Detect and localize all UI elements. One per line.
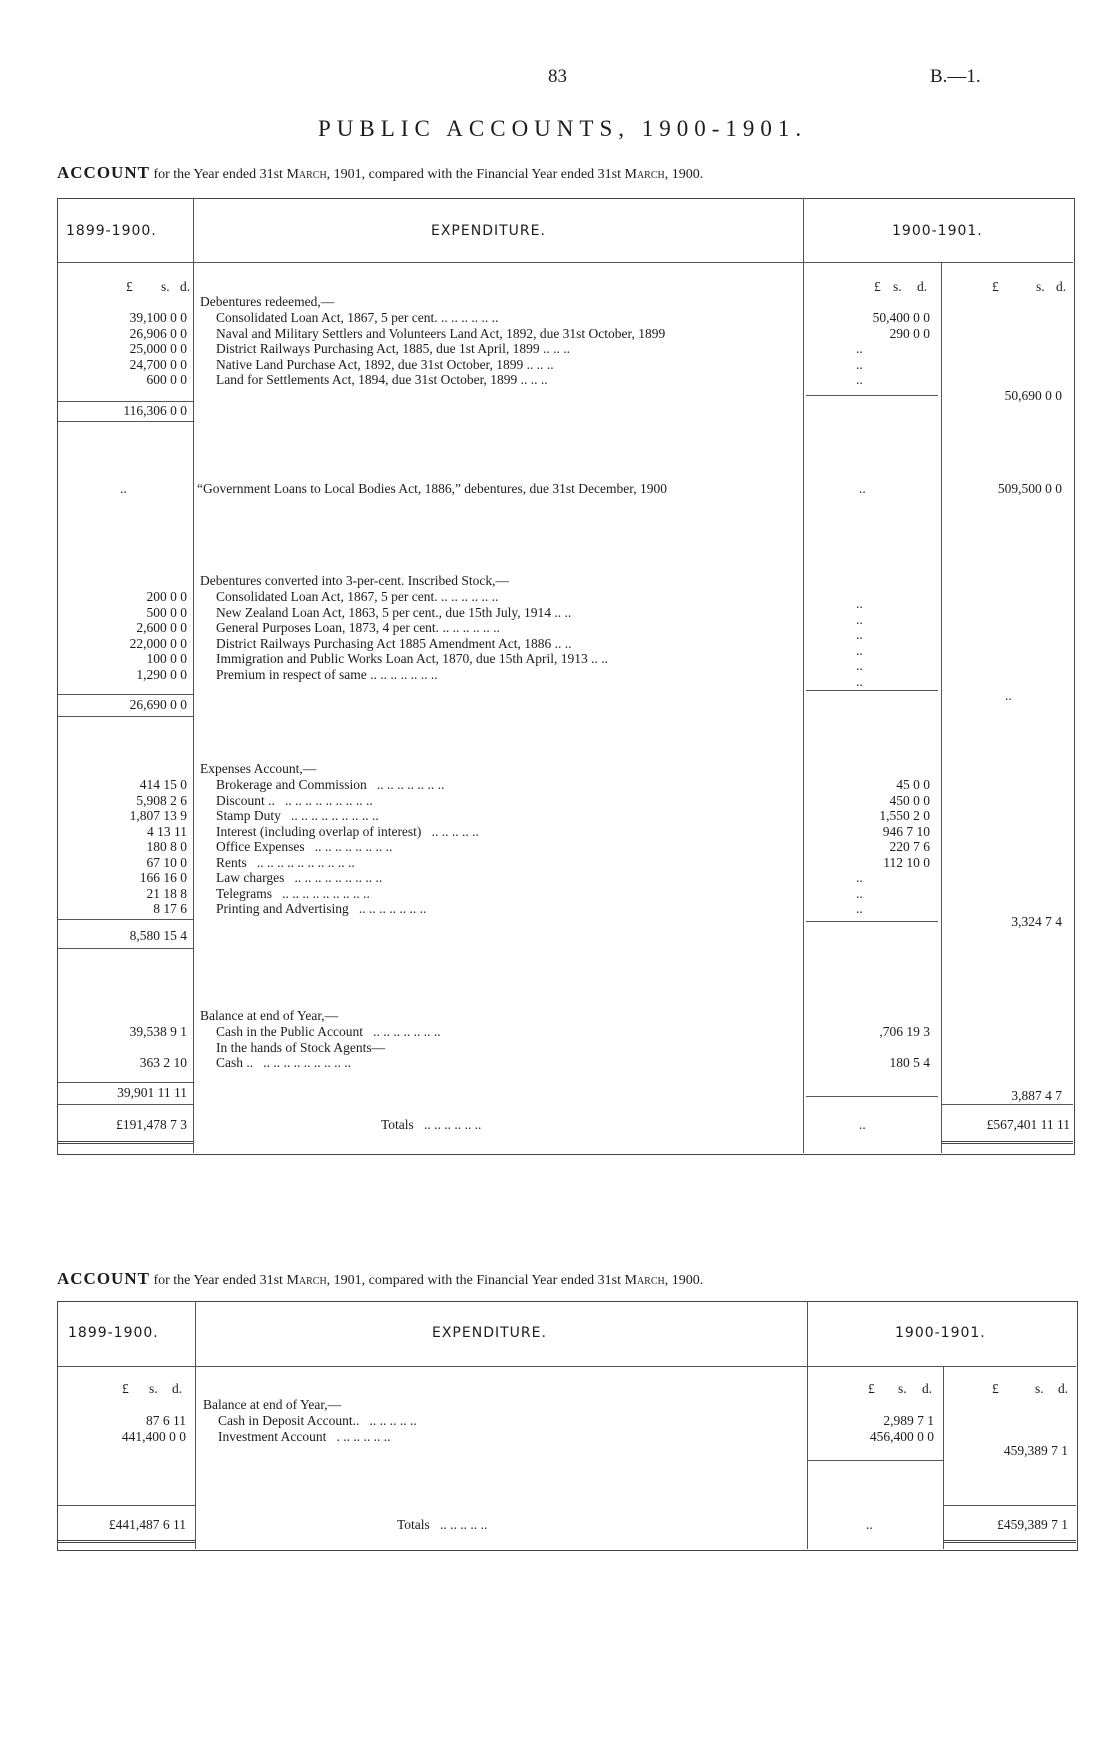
section2-curr: ..	[859, 481, 866, 496]
table-cell: 2,600 0 0	[136, 620, 187, 635]
unit-pound: £	[868, 1381, 875, 1396]
table-cell: 363 2 10	[139, 1055, 187, 1070]
table-cell: ..	[856, 885, 863, 901]
section2-prev: ..	[120, 481, 127, 496]
unit-pound: £	[992, 279, 999, 294]
table-row-label: Premium in respect of same .. .. .. .. .. .. ..	[216, 666, 438, 682]
table-cell: 180 5 4	[889, 1055, 930, 1070]
section5-prev-col	[60, 1024, 187, 1071]
table-cell: 26,906 0 0	[129, 325, 187, 341]
section2-curr-total: 509,500 0 0	[997, 481, 1062, 496]
page-number: 83	[548, 66, 567, 87]
table-cell: 2,989 7 1	[883, 1413, 934, 1428]
table-row-label: New Zealand Loan Act, 1863, 5 per cent., due 15th July, 1914 .. ..	[216, 604, 572, 620]
section4-prev-total: 8,580 15 4	[129, 928, 187, 943]
section3-prev-total: 26,690 0 0	[129, 697, 187, 712]
section2-label: “Government Loans to Local Bodies Act, 1886,” debentures, due 31st December, 1900	[197, 481, 667, 496]
table-cell: 5,908 2 6	[136, 792, 187, 808]
section3-curr-total: ..	[1005, 688, 1012, 703]
table2-curr-grand-total: £459,389 7 1	[997, 1517, 1068, 1532]
table-row-label: Investment Account . .. .. .. .. ..	[218, 1428, 391, 1444]
table-cell: ,706 19 3	[879, 1024, 930, 1039]
table2-curr-sub-total: ..	[866, 1517, 873, 1532]
table-row-label: Immigration and Public Works Loan Act, 1870, due 15th April, 1913 .. ..	[216, 651, 609, 666]
table-row-label: Consolidated Loan Act, 1867, 5 per cent. .. .. .. .. .. ..	[216, 310, 499, 325]
table-cell: 24,700 0 0	[129, 356, 187, 372]
table-row-label: Rents .. .. .. .. .. .. .. .. .. ..	[216, 854, 355, 870]
table1-caption: ACCOUNT for the Year ended 31st March, 1901, compared with the Financial Year ended 31st March, 1900.	[57, 163, 704, 182]
table-cell: 220 7 6	[889, 839, 930, 854]
table-cell: 500 0 0	[146, 604, 187, 620]
table-row-label: Native Land Purchase Act, 1892, due 31st October, 1899 .. .. ..	[216, 356, 554, 372]
section1-curr-col	[806, 310, 930, 388]
table2-labels	[218, 1413, 803, 1444]
unit-shilling: s.	[898, 1381, 907, 1396]
table-cell: 166 16 0	[139, 870, 187, 885]
table-cell: 1,290 0 0	[136, 666, 187, 682]
table-row-label: In the hands of Stock Agents—	[216, 1039, 386, 1055]
section3-curr-col	[856, 596, 896, 689]
section-heading: Debentures redeemed,—	[200, 294, 335, 309]
section4-curr-col	[806, 777, 930, 917]
table2-head-prev: 1899-1900.	[68, 1325, 159, 1341]
table-cell: 8 17 6	[153, 901, 187, 916]
table-row-label: Office Expenses .. .. .. .. .. .. .. ..	[216, 839, 393, 854]
table-cell: 25,000 0 0	[129, 341, 187, 356]
table1-head-prev: 1899-1900.	[66, 223, 157, 239]
table2-curr-total: 459,389 7 1	[1003, 1443, 1068, 1458]
table1-curr-grand-total: £567,401 11 11	[986, 1117, 1070, 1132]
table-cell: 290 0 0	[889, 325, 930, 341]
table-row-label: Land for Settlements Act, 1894, due 31st October, 1899 .. .. ..	[216, 372, 548, 387]
table-cell: ..	[856, 673, 863, 689]
table-cell: ..	[856, 611, 863, 627]
table1-head-curr: 1900-1901.	[892, 223, 983, 239]
table-cell: 600 0 0	[146, 372, 187, 387]
table-cell: 4 13 11	[147, 823, 187, 839]
table1-head-expenditure: EXPENDITURE.	[431, 223, 546, 239]
unit-pence: d.	[172, 1381, 183, 1396]
table-cell: 450 0 0	[889, 792, 930, 808]
table-cell: 200 0 0	[146, 589, 187, 604]
page-title: PUBLIC ACCOUNTS, 1900-1901.	[318, 116, 808, 141]
unit-pound: £	[874, 279, 881, 294]
section1-prev-total: 116,306 0 0	[123, 403, 187, 418]
unit-pound: £	[122, 1381, 129, 1396]
table-cell: 39,538 9 1	[129, 1024, 187, 1039]
table-row-label: Telegrams .. .. .. .. .. .. .. .. ..	[216, 885, 370, 901]
table-cell: ..	[856, 356, 863, 372]
table-row-label: District Railways Purchasing Act, 1885, due 1st April, 1899 .. .. ..	[216, 341, 570, 356]
unit-pence: d.	[917, 279, 928, 294]
table-cell: 1,550 2 0	[879, 808, 930, 823]
unit-pound: £	[126, 279, 133, 294]
section4-curr-total: 3,324 7 4	[1011, 914, 1062, 929]
page-reference: B.—1.	[930, 66, 981, 87]
table-cell: 67 10 0	[146, 854, 187, 870]
table-cell: 414 15 0	[139, 777, 187, 792]
table-cell: 21 18 8	[146, 885, 187, 901]
table-row-label: General Purposes Loan, 1873, 4 per cent. .. .. .. .. .. ..	[216, 620, 500, 635]
table-cell: 100 0 0	[146, 651, 187, 666]
table-row-label: Printing and Advertising .. .. .. .. .. .. ..	[216, 901, 427, 916]
section-heading: Balance at end of Year,—	[200, 1008, 339, 1023]
unit-shilling: s.	[161, 279, 170, 294]
table-cell: ..	[856, 901, 863, 916]
unit-shilling: s.	[1036, 279, 1045, 294]
section-heading: Debentures converted into 3-per-cent. Inscribed Stock,—	[200, 573, 509, 588]
table-cell: ..	[856, 627, 863, 642]
section4-prev-col	[60, 777, 187, 917]
table-row-label: Cash .. .. .. .. .. .. .. .. .. ..	[216, 1055, 351, 1070]
section1-prev-col	[60, 310, 187, 388]
unit-pence: d.	[1056, 279, 1067, 294]
table2-caption: ACCOUNT for the Year ended 31st March, 1901, compared with the Financial Year ended 31st March, 1900.	[57, 1269, 704, 1288]
section3-prev-col	[60, 589, 187, 682]
unit-shilling: s.	[893, 279, 902, 294]
table-row-label: Stamp Duty .. .. .. .. .. .. .. .. ..	[216, 808, 379, 823]
unit-pence: d.	[180, 279, 191, 294]
table-cell: 39,100 0 0	[129, 310, 187, 325]
section-heading: Balance at end of Year,—	[203, 1397, 342, 1412]
table-cell: 112 10 0	[883, 854, 930, 870]
section1-labels	[216, 310, 798, 388]
table-cell: 45 0 0	[896, 777, 930, 792]
table-cell: 180 8 0	[146, 839, 187, 854]
section5-labels	[216, 1024, 798, 1071]
section4-labels	[216, 777, 798, 917]
table-cell: ..	[856, 341, 863, 356]
section5-curr-col	[806, 1024, 930, 1071]
table2-totals-label: Totals .. .. .. .. ..	[397, 1517, 488, 1532]
table-row-label: District Railways Purchasing Act 1885 Amendment Act, 1886 .. ..	[216, 635, 572, 651]
table-cell: ..	[856, 870, 863, 885]
table-row-label: Interest (including overlap of interest) .. .. .. .. ..	[216, 823, 479, 839]
unit-shilling: s.	[149, 1381, 158, 1396]
table-row-label: Naval and Military Settlers and Volunteers Land Act, 1892, due 31st October, 1899	[216, 325, 666, 341]
table-cell: 50,400 0 0	[872, 310, 930, 325]
table-cell: 87 6 11	[146, 1413, 186, 1428]
table-cell	[60, 1040, 187, 1056]
table-cell	[806, 1040, 930, 1056]
section-heading: Expenses Account,—	[200, 761, 317, 776]
section5-curr-total: 3,887 4 7	[1011, 1088, 1062, 1103]
section3-labels	[216, 589, 798, 682]
table2-prev-grand-total: £441,487 6 11	[108, 1517, 186, 1532]
section1-curr-total: 50,690 0 0	[1004, 388, 1062, 403]
table2-prev-col	[60, 1413, 186, 1444]
table-cell: 456,400 0 0	[869, 1428, 934, 1444]
table-cell: ..	[856, 596, 863, 611]
table-cell: ..	[856, 642, 863, 658]
table-cell: 1,807 13 9	[129, 808, 187, 823]
table-row-label: Cash in Deposit Account.. .. .. .. .. ..	[218, 1413, 417, 1428]
unit-pound: £	[992, 1381, 999, 1396]
table2-head-expenditure: EXPENDITURE.	[432, 1325, 547, 1341]
section5-prev-total: 39,901 11 11	[117, 1085, 187, 1100]
table-cell: 441,400 0 0	[121, 1428, 186, 1444]
table-row-label: Discount .. .. .. .. .. .. .. .. .. ..	[216, 792, 373, 808]
table2-curr-col	[810, 1413, 934, 1444]
table1-curr-sub-total: ..	[859, 1117, 866, 1132]
table-row-label: Cash in the Public Account .. .. .. .. .. .. ..	[216, 1024, 441, 1039]
table-row-label: Law charges .. .. .. .. .. .. .. .. ..	[216, 870, 383, 885]
table-cell: 946 7 10	[882, 823, 930, 839]
table1-prev-grand-total: £191,478 7 3	[116, 1117, 187, 1132]
unit-shilling: s.	[1035, 1381, 1044, 1396]
unit-pence: d.	[922, 1381, 933, 1396]
table-cell: ..	[856, 658, 863, 673]
table-cell: 22,000 0 0	[129, 635, 187, 651]
table1-totals-label: Totals .. .. .. .. .. ..	[381, 1117, 482, 1132]
unit-pence: d.	[1058, 1381, 1069, 1396]
table2-head-curr: 1900-1901.	[895, 1325, 986, 1341]
table-row-label: Brokerage and Commission .. .. .. .. .. .. ..	[216, 777, 445, 792]
table-cell: ..	[856, 372, 863, 387]
table-row-label: Consolidated Loan Act, 1867, 5 per cent. .. .. .. .. .. ..	[216, 589, 499, 604]
